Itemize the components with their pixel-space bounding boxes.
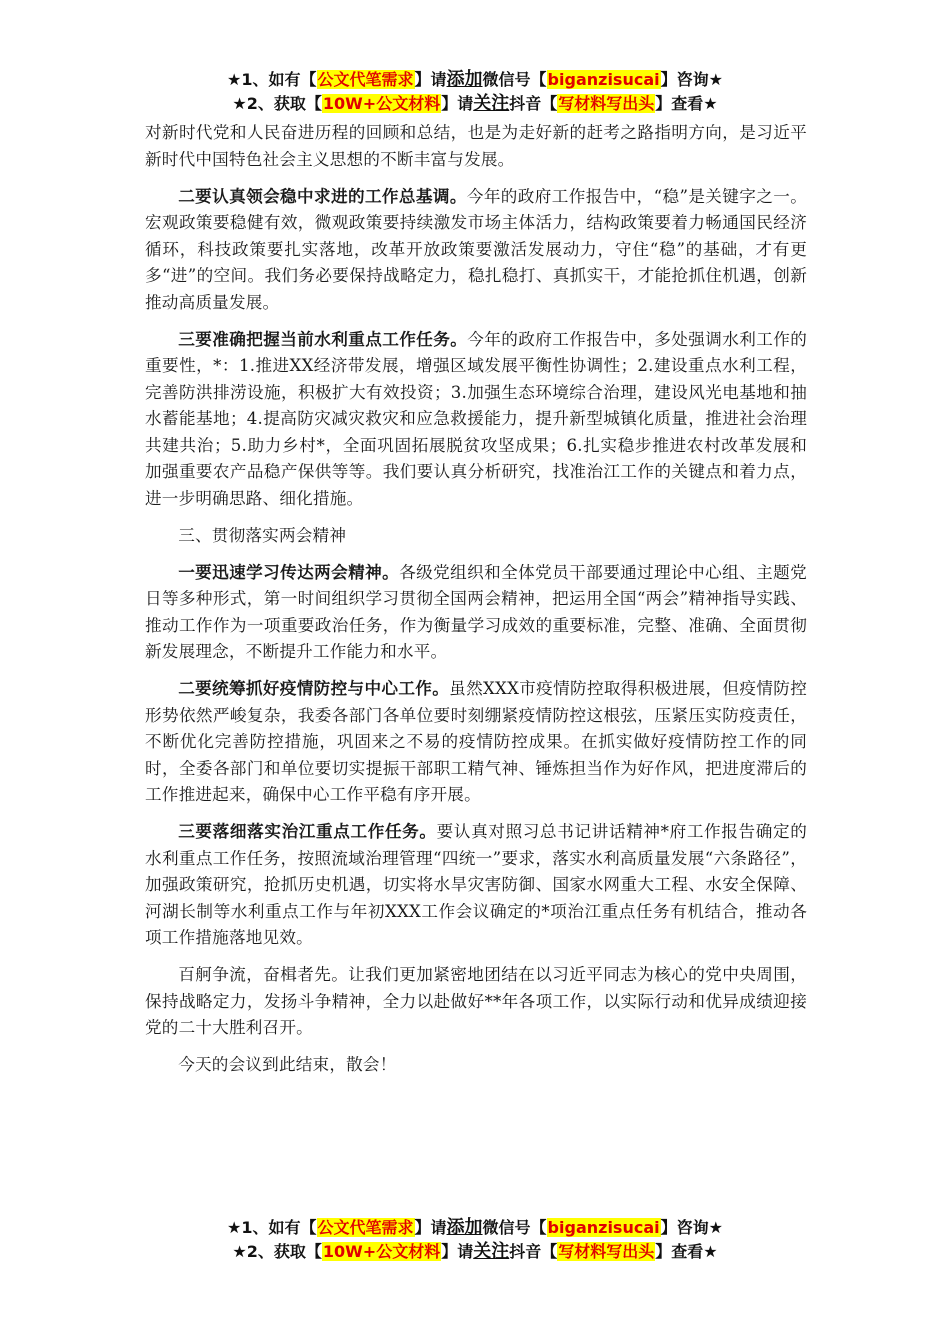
banner-line-2 bbox=[0, 1240, 950, 1264]
paragraph-lead: 二要认真领会稳中求进的工作总基调。 bbox=[178, 185, 467, 206]
paragraph-text: 要认真对照习总书记讲话精神*府工作报告确定的水利重点工作任务，按照流域治理管理“四统一”要求，落实水利高质量发展“六条路径”，加强政策研究，抢抓历史机遇，切实将水旱灾害防御、国家水网重大工程、水安全保障、河湖长制等水利重点工作与年初XXX工作会议确定的*项治江重点任务有机结合，推动各项工作措施落地见效。 bbox=[145, 822, 807, 947]
banner-text: 】请 bbox=[414, 70, 447, 89]
paragraph bbox=[145, 1051, 807, 1079]
banner-highlight: 10W+公文材料 bbox=[322, 94, 441, 113]
header-banner bbox=[0, 68, 950, 116]
paragraph bbox=[145, 559, 807, 666]
paragraph bbox=[145, 818, 807, 952]
banner-highlight: 公文代笔需求 bbox=[317, 70, 414, 89]
banner-text: 微信号【 bbox=[482, 1218, 547, 1237]
banner-line-1 bbox=[0, 68, 950, 92]
banner-text: 抖音【 bbox=[509, 1242, 558, 1261]
banner-text: 】请 bbox=[414, 1218, 447, 1237]
paragraph bbox=[145, 183, 807, 317]
paragraph-text: 今年的政府工作报告中，多处强调水利工作的重要性，*：1.推进XX经济带发展，增强区域发展平衡性协调性；2.建设重点水利工程，完善防洪排涝设施，积极扩大有效投资；3.加强生态环境综合治理，建设风光电基地和抽水蓄能基地；4.提高防灾减灾救灾和应急救援能力，提升新型城镇化质量，推进社会治理共建共治；5.助力乡村*，全面巩固拓展脱贫攻坚成果；6.扎实稳步推进农村改革发展和加强重要农产品稳产保供等等。我们要认真分析研究，找准治江工作的关键点和着力点，进一步明确思路、细化措施。 bbox=[145, 329, 808, 508]
banner-underlined: 关注 bbox=[473, 1241, 510, 1262]
footer-banner bbox=[0, 1216, 950, 1264]
paragraph bbox=[145, 961, 807, 1042]
banner-text: 】咨询★ bbox=[660, 1218, 723, 1237]
banner-text: ★2、获取【 bbox=[232, 1242, 322, 1261]
banner-highlight: 公文代笔需求 bbox=[317, 1218, 414, 1237]
banner-text: 】查看★ bbox=[655, 1242, 718, 1261]
paragraph-text: 百舸争流，奋楫者先。让我们更加紧密地团结在以习近平同志为核心的党中央周围，保持战略定力，发扬斗争精神，全力以赴做好**年各项工作，以实际行动和优异成绩迎接党的二十大胜利召开。 bbox=[145, 965, 807, 1037]
paragraph-lead: 三要准确把握当前水利重点工作任务。 bbox=[178, 328, 468, 349]
banner-line-2 bbox=[0, 92, 950, 116]
banner-text: ★1、如有【 bbox=[227, 1218, 317, 1237]
banner-highlight: 写材料写出头 bbox=[558, 1242, 655, 1261]
banner-text: 】请 bbox=[441, 1242, 474, 1261]
paragraph-text: 今年的政府工作报告中，“稳”是关键字之一。宏观政策要稳健有效，微观政策要持续激发市场主体活力，结构政策要着力畅通国民经济循环，科技政策要扎实落地，改革开放政策要激活发展动力，守住“稳”的基础，才有更多“进”的空间。我们务必要保持战略定力，稳扎稳打、真抓实干，才能抢抓住机遇，创新推动高质量发展。 bbox=[145, 186, 807, 312]
paragraph-lead: 一要迅速学习传达两会精神。 bbox=[178, 561, 400, 582]
paragraph-text: 虽然XXX市疫情防控取得积极进展，但疫情防控形势依然严峻复杂，我委各部门各单位要时刻绷紧疫情防控这根弦，压紧压实防疫责任，不断优化完善防控措施，巩固来之不易的疫情防控成果。在抓实做好疫情防控工作的同时，全委各部门和单位要切实提振干部职工精气神、锤炼担当作为好作风，把进度滞后的工作推进起来，确保中心工作平稳有序开展。 bbox=[145, 679, 807, 804]
section-heading bbox=[145, 522, 807, 550]
paragraph bbox=[145, 675, 807, 809]
banner-text: 抖音【 bbox=[509, 94, 558, 113]
document-body bbox=[145, 119, 807, 1088]
banner-highlight: biganzisucai bbox=[547, 70, 660, 89]
paragraph-text: 三、贯彻落实两会精神 bbox=[178, 525, 347, 545]
banner-line-1 bbox=[0, 1216, 950, 1240]
paragraph bbox=[145, 119, 807, 173]
paragraph-lead: 三要落细落实治江重点工作任务。 bbox=[178, 821, 437, 841]
banner-text: ★2、获取【 bbox=[232, 94, 322, 113]
banner-text: 】查看★ bbox=[655, 94, 718, 113]
paragraph-text: 各级党组织和全体党员干部要通过理论中心组、主题党日等多种形式，第一时间组织学习贯彻全国两会精神，把运用全国“两会”精神指导实践、推动工作作为一项重要政治任务，作为衡量学习成效的重要标准，完整、准确、全面贯彻新发展理念，不断提升工作能力和水平。 bbox=[145, 562, 807, 661]
banner-text: ★1、如有【 bbox=[227, 70, 317, 89]
banner-text: 微信号【 bbox=[482, 70, 547, 89]
banner-underlined: 添加 bbox=[446, 1217, 483, 1238]
banner-text: 】咨询★ bbox=[660, 70, 723, 89]
paragraph-lead: 二要统筹抓好疫情防控与中心工作。 bbox=[178, 678, 450, 698]
banner-underlined: 关注 bbox=[473, 93, 510, 114]
banner-highlight: biganzisucai bbox=[547, 1218, 660, 1237]
banner-highlight: 10W+公文材料 bbox=[322, 1242, 441, 1261]
paragraph-text: 对新时代党和人民奋进历程的回顾和总结，也是为走好新的赶考之路指明方向，是习近平新时代中国特色社会主义思想的不断丰富与发展。 bbox=[145, 123, 807, 169]
paragraph bbox=[145, 326, 807, 513]
banner-highlight: 写材料写出头 bbox=[558, 94, 655, 113]
banner-underlined: 添加 bbox=[446, 69, 483, 90]
paragraph-text: 今天的会议到此结束，散会！ bbox=[178, 1055, 397, 1074]
banner-text: 】请 bbox=[441, 94, 474, 113]
